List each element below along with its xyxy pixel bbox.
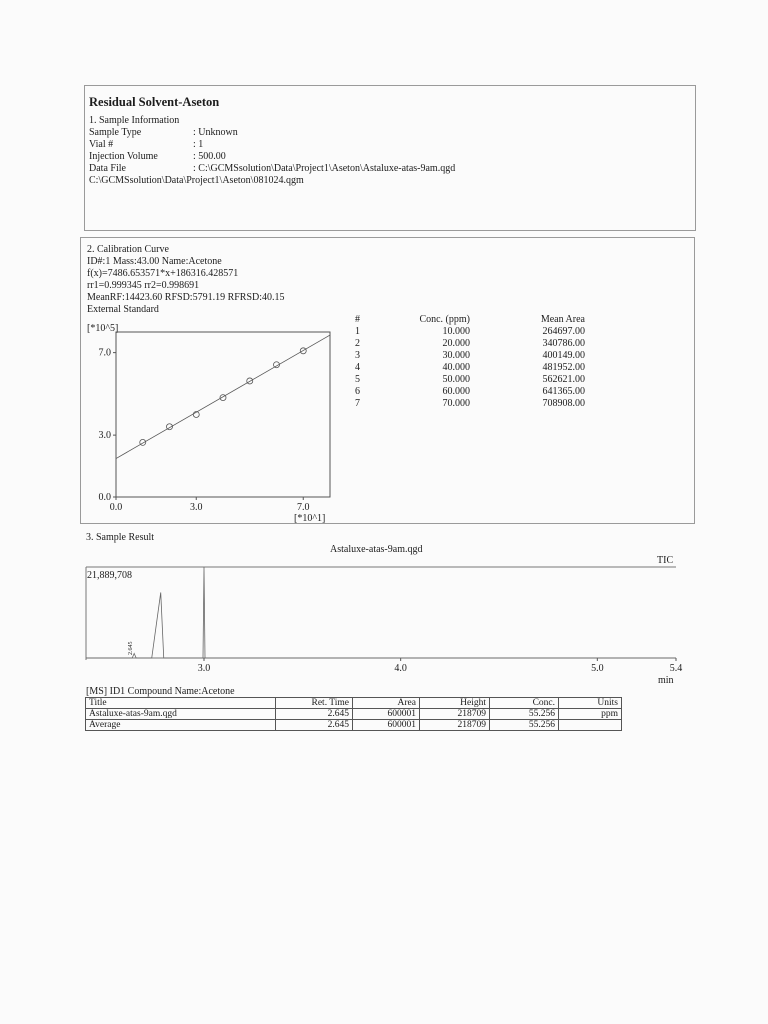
cal-cell-conc: 40.000 xyxy=(442,362,470,373)
cal-cell-area: 708908.00 xyxy=(542,398,585,409)
cell-title: Average xyxy=(86,720,276,731)
x-tick-label: 5.4 xyxy=(669,663,683,674)
header-conc: Conc. xyxy=(490,698,559,709)
cal-cell-area: 400149.00 xyxy=(542,350,585,361)
y-tick-label: 0.0 xyxy=(98,492,111,503)
cal-cell-index: 7 xyxy=(355,398,360,409)
cal-cell-conc: 10.000 xyxy=(442,326,470,337)
header-ret-time: Ret. Time xyxy=(276,698,353,709)
info-value: : C:\GCMSsolution\Data\Project1\Aseton\Astaluxe-atas-9am.qgd xyxy=(193,163,456,174)
y-tick-label: 3.0 xyxy=(98,430,111,442)
chromatogram-max-label: 21,889,708 xyxy=(87,570,132,581)
info-key: Vial # xyxy=(89,139,114,150)
x-tick-label: 7.0 xyxy=(297,502,310,513)
cell-height: 218709 xyxy=(420,720,490,731)
info-value: : Unknown xyxy=(193,127,238,138)
sample-info-heading: 1. Sample Information xyxy=(89,115,180,126)
info-key: Injection Volume xyxy=(89,151,158,162)
header-height: Height xyxy=(420,698,490,709)
x-tick-label: 5.0 xyxy=(591,663,604,674)
x-multiplier-label: [*10^1] xyxy=(294,513,326,524)
result-table-wrap xyxy=(85,697,622,731)
chromatogram-trace xyxy=(86,567,676,658)
chromatogram-file-name: Astaluxe-atas-9am.qgd xyxy=(330,544,423,555)
cal-cell-area: Mean Area xyxy=(540,314,585,325)
cal-cell-area: 641365.00 xyxy=(542,386,585,397)
tic-label: TIC xyxy=(657,555,674,566)
cell-ret-time: 2.645 xyxy=(276,720,353,731)
cell-ret-time: 2.645 xyxy=(276,709,353,720)
cell-units: ppm xyxy=(559,709,622,720)
cal-cell-conc: 60.000 xyxy=(442,386,470,397)
info-key: Data File xyxy=(89,163,126,174)
cell-conc: 55.256 xyxy=(490,709,559,720)
sample-result-heading: 3. Sample Result xyxy=(86,532,155,543)
cal-cell-area: 264697.00 xyxy=(542,326,585,337)
x-tick-label: 3.0 xyxy=(197,663,211,674)
calibration-standard: External Standard xyxy=(87,304,159,315)
method-file-path: C:\GCMSsolution\Data\Project1\Aseton\081024.qgm xyxy=(89,175,304,186)
calibration-r-values: rr1=0.999345 rr2=0.998691 xyxy=(87,280,200,291)
x-tick-label: 3.0 xyxy=(190,502,203,513)
calibration-heading: 2. Calibration Curve xyxy=(87,244,169,255)
x-tick-label: 4.0 xyxy=(394,663,407,674)
cal-cell-area: 340786.00 xyxy=(542,338,585,349)
cal-cell-conc: 30.000 xyxy=(442,350,470,361)
y-tick-label: 7.0 xyxy=(98,347,111,359)
cal-cell-index: # xyxy=(355,314,360,325)
result-table-header xyxy=(86,698,622,709)
info-value: : 500.00 xyxy=(193,151,226,162)
cell-area: 600001 xyxy=(353,709,420,720)
cal-cell-index: 3 xyxy=(355,350,360,361)
header-units: Units xyxy=(559,698,622,709)
time-unit-label: min xyxy=(658,675,674,686)
cal-cell-area: 562621.00 xyxy=(542,374,585,385)
y-multiplier-label: [*10^5] xyxy=(87,323,119,334)
cell-area: 600001 xyxy=(353,720,420,731)
cal-cell-conc: Conc. (ppm) xyxy=(419,314,470,325)
info-value: : 1 xyxy=(193,139,204,150)
peak-rt-label: 2.645 xyxy=(128,641,135,655)
calibration-id-line: ID#:1 Mass:43.00 Name:Acetone xyxy=(87,256,222,267)
chromatogram-ticks xyxy=(198,658,683,674)
cal-cell-index: 1 xyxy=(355,326,360,337)
cal-cell-conc: 50.000 xyxy=(442,374,470,385)
cell-height: 218709 xyxy=(420,709,490,720)
table-row xyxy=(86,720,622,731)
info-key: Sample Type xyxy=(89,127,142,138)
result-table xyxy=(85,697,622,731)
cell-conc: 55.256 xyxy=(490,720,559,731)
cal-cell-conc: 20.000 xyxy=(442,338,470,349)
cell-units xyxy=(559,720,622,731)
cal-cell-index: 6 xyxy=(355,386,360,397)
table-row xyxy=(86,709,622,720)
cell-title: Astaluxe-atas-9am.qgd xyxy=(86,709,276,720)
x-tick-label: 0.0 xyxy=(109,502,123,513)
cal-cell-index: 5 xyxy=(355,374,360,385)
calibration-rf-line: MeanRF:14423.60 RFSD:5791.19 RFRSD:40.15 xyxy=(87,292,285,303)
cal-cell-index: 4 xyxy=(355,362,360,373)
header-title: Title xyxy=(86,698,276,709)
compound-line: [MS] ID1 Compound Name:Acetone xyxy=(86,686,235,697)
header-area: Area xyxy=(353,698,420,709)
cal-cell-index: 2 xyxy=(355,338,360,349)
cal-cell-area: 481952.00 xyxy=(542,362,585,373)
cal-cell-conc: 70.000 xyxy=(442,398,470,409)
calibration-equation: f(x)=7486.653571*x+186316.428571 xyxy=(87,268,239,279)
report-title: Residual Solvent-Aseton xyxy=(89,95,220,109)
